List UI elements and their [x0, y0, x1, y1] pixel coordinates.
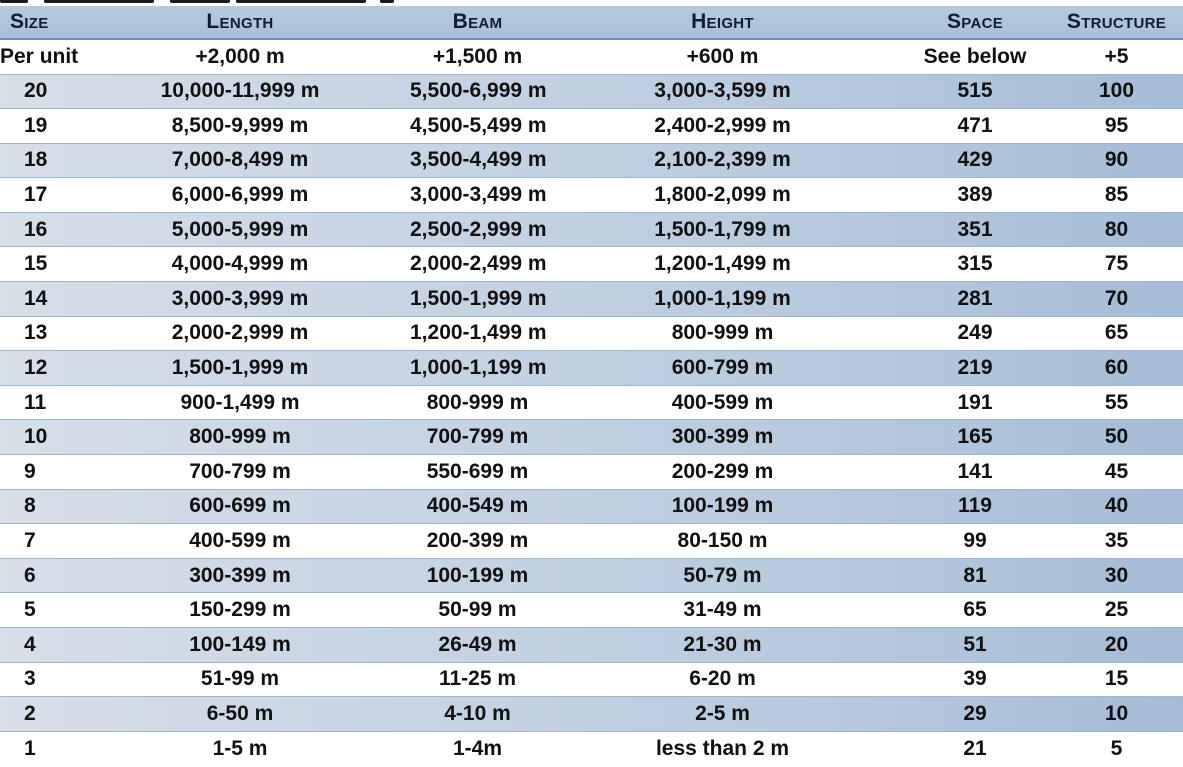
- cell-height: 200-299 m: [671, 459, 774, 483]
- table-row: [0, 351, 1183, 386]
- table-row: [0, 558, 1183, 593]
- cell-height: 21-30 m: [545, 628, 900, 663]
- per-unit-height: +600 m: [686, 44, 759, 68]
- cell-space: 281: [900, 282, 1050, 317]
- table-row: [0, 178, 1183, 213]
- cell-height: 100-199 m: [545, 489, 900, 524]
- cell-structure: 60: [1050, 351, 1183, 386]
- cell-length: 6,000-6,999 m: [171, 183, 309, 207]
- cell-space: 141: [957, 459, 993, 483]
- cell-beam: 4,500-5,499 m: [410, 113, 547, 137]
- cell-height: 1,200-1,499 m: [654, 252, 791, 276]
- header-length: Length: [70, 6, 410, 39]
- header-size: Size: [0, 6, 70, 39]
- cell-size: 8: [0, 489, 70, 524]
- cell-beam: 2,500-2,999 m: [410, 212, 545, 247]
- cell-length: 1-5 m: [212, 736, 268, 760]
- cell-structure: 55: [1104, 390, 1129, 414]
- cell-height: 800-999 m: [671, 321, 774, 345]
- cell-size: 18: [0, 143, 70, 178]
- cell-space: 389: [957, 183, 993, 207]
- cell-space: 51: [900, 628, 1050, 663]
- cell-size: 20: [0, 74, 70, 109]
- cell-size: 1: [24, 736, 36, 760]
- table-row: [0, 316, 1183, 351]
- cell-space: 249: [957, 321, 993, 345]
- cell-height: 3,000-3,599 m: [545, 74, 900, 109]
- cell-space: 219: [900, 351, 1050, 386]
- cell-size: 16: [0, 212, 70, 247]
- cell-space: 119: [900, 489, 1050, 524]
- table-row: [0, 385, 1183, 420]
- cell-size: 6: [0, 558, 70, 593]
- cell-structure: 80: [1050, 212, 1183, 247]
- cell-structure: 20: [1050, 628, 1183, 663]
- cell-length: 800-999 m: [70, 420, 410, 455]
- cell-structure: 45: [1104, 459, 1129, 483]
- cell-beam: 100-199 m: [410, 558, 545, 593]
- cell-length: 400-599 m: [189, 529, 291, 553]
- per-unit-space: See below: [923, 44, 1027, 68]
- cell-height: 6-20 m: [689, 667, 756, 691]
- cell-structure: 100: [1050, 74, 1183, 109]
- cell-length: 150-299 m: [189, 598, 291, 622]
- cell-length: 10,000-11,999 m: [70, 74, 410, 109]
- table-row: [0, 455, 1183, 490]
- per-unit-row: [0, 39, 1183, 74]
- cell-length: 3,000-3,999 m: [70, 282, 410, 317]
- ship-size-table: [0, 6, 1183, 766]
- cell-beam: 1,500-1,999 m: [410, 282, 545, 317]
- cell-length: 8,500-9,999 m: [171, 113, 309, 137]
- cell-length: 600-699 m: [70, 489, 410, 524]
- cell-height: 50-79 m: [545, 558, 900, 593]
- cell-beam: 50-99 m: [438, 598, 517, 622]
- cell-structure: 25: [1104, 598, 1129, 622]
- cell-space: 429: [900, 143, 1050, 178]
- cell-size: 7: [24, 529, 36, 553]
- cell-structure: 65: [1104, 321, 1129, 345]
- cell-length: 7,000-8,499 m: [70, 143, 410, 178]
- cell-space: 81: [900, 558, 1050, 593]
- cell-space: 351: [900, 212, 1050, 247]
- cell-height: 300-399 m: [545, 420, 900, 455]
- cell-size: 2: [0, 697, 70, 732]
- cell-size: 4: [0, 628, 70, 663]
- cell-height: 2-5 m: [545, 697, 900, 732]
- cell-height: 2,400-2,999 m: [654, 113, 791, 137]
- cell-beam: 3,000-3,499 m: [410, 183, 547, 207]
- cell-length: 5,000-5,999 m: [70, 212, 410, 247]
- per-unit-length: +2,000 m: [195, 44, 285, 68]
- cell-beam: 26-49 m: [410, 628, 545, 663]
- table-row: [0, 212, 1183, 247]
- cell-beam: 550-699 m: [426, 459, 529, 483]
- cell-beam: 5,500-6,999 m: [410, 74, 545, 109]
- cell-size: 11: [24, 390, 47, 414]
- cell-space: 65: [963, 598, 987, 622]
- cell-height: 1,800-2,099 m: [654, 183, 791, 207]
- cell-beam: 11-25 m: [438, 667, 517, 691]
- cell-size: 5: [24, 598, 36, 622]
- per-unit-label: Per unit: [0, 44, 79, 68]
- cell-length: 1,500-1,999 m: [70, 351, 410, 386]
- cell-height: 2,100-2,399 m: [545, 143, 900, 178]
- table-row: [0, 697, 1183, 732]
- cell-beam: 2,000-2,499 m: [410, 252, 547, 276]
- cell-beam: 400-549 m: [410, 489, 545, 524]
- cell-beam: 3,500-4,499 m: [410, 143, 545, 178]
- table-row: [0, 628, 1183, 663]
- cell-height: 1,000-1,199 m: [545, 282, 900, 317]
- cell-space: 39: [963, 667, 987, 691]
- header-row: [0, 6, 1183, 39]
- table-row: [0, 524, 1183, 559]
- cell-size: 13: [24, 321, 48, 345]
- cell-structure: 10: [1050, 697, 1183, 732]
- table-row: [0, 247, 1183, 282]
- header-structure: Structure: [1050, 6, 1183, 39]
- cell-beam: 1-4m: [452, 736, 503, 760]
- cell-size: 19: [24, 113, 48, 137]
- cell-height: 400-599 m: [671, 390, 774, 414]
- cell-space: 515: [900, 74, 1050, 109]
- cell-space: 315: [957, 252, 993, 276]
- table-row: [0, 143, 1183, 178]
- cell-structure: 75: [1104, 252, 1129, 276]
- table-row: [0, 593, 1183, 628]
- per-unit-beam: +1,500 m: [432, 44, 523, 68]
- cell-height: 80-150 m: [677, 529, 768, 553]
- cell-height: 600-799 m: [545, 351, 900, 386]
- cell-structure: 35: [1104, 529, 1129, 553]
- cell-height: 1,500-1,799 m: [545, 212, 900, 247]
- cell-structure: 95: [1104, 113, 1129, 137]
- header-beam: Beam: [410, 6, 545, 39]
- table-row: [0, 74, 1183, 109]
- cell-length: 300-399 m: [70, 558, 410, 593]
- cell-structure: 90: [1050, 143, 1183, 178]
- cell-structure: 5: [1110, 736, 1123, 760]
- cell-size: 3: [24, 667, 36, 691]
- cell-space: 29: [900, 697, 1050, 732]
- cell-beam: 700-799 m: [410, 420, 545, 455]
- cell-beam: 1,200-1,499 m: [410, 321, 547, 345]
- cell-structure: 40: [1050, 489, 1183, 524]
- cell-size: 9: [24, 459, 36, 483]
- cell-length: 700-799 m: [189, 459, 291, 483]
- cell-beam: 4-10 m: [410, 697, 545, 732]
- cell-height: 31-49 m: [683, 598, 762, 622]
- cell-space: 21: [963, 736, 987, 760]
- cell-structure: 50: [1050, 420, 1183, 455]
- header-height: Height: [545, 6, 900, 39]
- cell-beam: 800-999 m: [426, 390, 529, 414]
- cell-structure: 70: [1050, 282, 1183, 317]
- table-row: [0, 282, 1183, 317]
- header-space: Space: [900, 6, 1050, 39]
- cell-beam: 1,000-1,199 m: [410, 351, 545, 386]
- cell-size: 17: [24, 183, 48, 207]
- cell-size: 15: [24, 252, 48, 276]
- cell-size: 10: [0, 420, 70, 455]
- cell-length: 900-1,499 m: [180, 390, 300, 414]
- cell-size: 12: [0, 351, 70, 386]
- cell-space: 191: [957, 390, 993, 414]
- cell-length: 51-99 m: [200, 667, 280, 691]
- table-row: [0, 662, 1183, 697]
- cell-size: 14: [0, 282, 70, 317]
- cell-structure: 30: [1050, 558, 1183, 593]
- cell-beam: 200-399 m: [426, 529, 529, 553]
- cell-space: 471: [957, 113, 993, 137]
- table-row: [0, 731, 1183, 766]
- cell-height: less than 2 m: [655, 736, 790, 760]
- table-row: [0, 109, 1183, 144]
- cell-space: 99: [963, 529, 987, 553]
- table-row: [0, 489, 1183, 524]
- cell-length: 6-50 m: [70, 697, 410, 732]
- cell-length: 4,000-4,999 m: [171, 252, 309, 276]
- table-row: [0, 420, 1183, 455]
- per-unit-structure: +5: [1104, 44, 1129, 68]
- cell-structure: 85: [1104, 183, 1129, 207]
- cell-length: 100-149 m: [70, 628, 410, 663]
- cell-space: 165: [900, 420, 1050, 455]
- cell-structure: 15: [1104, 667, 1129, 691]
- cell-length: 2,000-2,999 m: [171, 321, 309, 345]
